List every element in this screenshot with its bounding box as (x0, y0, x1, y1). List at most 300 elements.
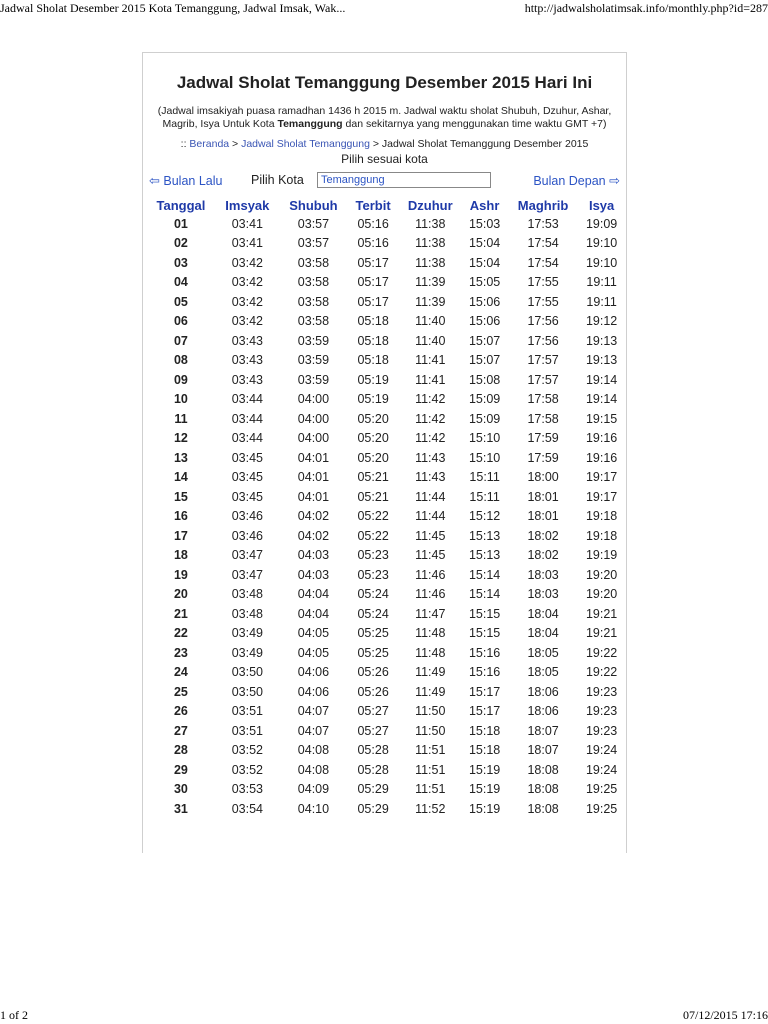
cell-ashr: 15:11 (469, 489, 500, 504)
table-row (146, 565, 624, 585)
cell-imsyak: 03:50 (231, 684, 263, 699)
cell-ashr: 15:13 (468, 528, 501, 543)
cell-maghrib: 18:04 (527, 626, 559, 641)
cell-ashr: 15:03 (468, 216, 501, 231)
city-select-label: Pilih Kota (251, 173, 304, 187)
table-row (146, 429, 624, 449)
cell-tanggal: 11 (174, 411, 188, 426)
cell-ashr: 15:09 (468, 411, 501, 426)
cell-shubuh: 03:57 (297, 236, 330, 251)
cell-imsyak: 03:46 (231, 528, 263, 543)
cell-ashr: 15:15 (468, 606, 501, 621)
cell-maghrib: 17:54 (527, 236, 559, 251)
cell-terbit: 05:27 (357, 723, 389, 738)
table-row (146, 390, 624, 410)
cell-terbit: 05:22 (357, 509, 389, 524)
cell-tanggal: 17 (173, 528, 188, 543)
cell-maghrib: 18:08 (527, 762, 559, 777)
column-header-terbit: Terbit (355, 197, 391, 213)
cell-isya: 19:12 (585, 314, 618, 329)
cell-dzuhur: 11:42 (415, 431, 446, 446)
cell-ashr: 15:14 (468, 587, 501, 602)
cell-tanggal: 07 (173, 333, 188, 348)
cell-imsyak: 03:43 (231, 333, 263, 348)
cell-imsyak: 03:52 (231, 762, 263, 777)
cell-imsyak: 03:45 (231, 470, 263, 485)
cell-shubuh: 04:08 (297, 762, 330, 777)
print-footer (0, 1006, 768, 1024)
cell-ashr: 15:11 (469, 470, 500, 485)
page-description (151, 105, 618, 131)
description-line2-before: Magrib, Isya Untuk Kota (162, 118, 278, 130)
cell-ashr: 15:19 (468, 782, 501, 797)
cell-maghrib: 17:54 (527, 255, 559, 270)
breadcrumb (143, 138, 626, 150)
cell-shubuh: 04:09 (297, 782, 330, 797)
cell-terbit: 05:29 (357, 782, 389, 797)
cell-dzuhur: 11:45 (415, 548, 446, 563)
cell-tanggal: 05 (173, 294, 188, 309)
cell-imsyak: 03:45 (231, 489, 263, 504)
cell-shubuh: 04:02 (297, 528, 330, 543)
cell-tanggal: 06 (173, 314, 188, 329)
cell-ashr: 15:18 (468, 723, 501, 738)
table-row (146, 526, 624, 546)
cell-terbit: 05:24 (357, 606, 389, 621)
cell-shubuh: 04:06 (297, 684, 330, 699)
cell-isya: 19:25 (585, 801, 618, 816)
cell-tanggal: 24 (173, 665, 188, 680)
cell-tanggal: 01 (173, 216, 188, 231)
cell-imsyak: 03:48 (231, 606, 263, 621)
table-row (146, 312, 624, 332)
cell-maghrib: 18:00 (527, 470, 559, 485)
cell-tanggal: 22 (173, 626, 188, 641)
right-arrow-icon: ⇨ (609, 173, 620, 188)
cell-dzuhur: 11:38 (415, 255, 446, 270)
cell-shubuh: 04:04 (297, 587, 330, 602)
cell-maghrib: 18:01 (527, 509, 559, 524)
prayer-schedule-table (146, 196, 624, 819)
cell-maghrib: 17:55 (527, 294, 559, 309)
cell-dzuhur: 11:38 (415, 236, 446, 251)
cell-maghrib: 18:05 (527, 665, 559, 680)
cell-shubuh: 04:10 (297, 801, 330, 816)
description-city: Temanggung (277, 118, 343, 130)
table-row (146, 234, 624, 254)
cell-dzuhur: 11:44 (415, 509, 446, 524)
cell-dzuhur: 11:51 (415, 782, 446, 797)
cell-ashr: 15:13 (468, 548, 501, 563)
cell-terbit: 05:17 (357, 294, 389, 309)
cell-isya: 19:13 (585, 353, 618, 368)
cell-tanggal: 30 (173, 782, 188, 797)
cell-maghrib: 18:08 (527, 801, 559, 816)
cell-imsyak: 03:46 (231, 509, 263, 524)
cell-dzuhur: 11:42 (415, 411, 446, 426)
cell-isya: 19:10 (585, 236, 618, 251)
cell-dzuhur: 11:43 (415, 470, 446, 485)
column-header-shubuh: Shubuh (289, 197, 338, 213)
cell-dzuhur: 11:46 (415, 567, 446, 582)
cell-shubuh: 04:01 (297, 450, 330, 465)
cell-ashr: 15:08 (468, 372, 501, 387)
cell-maghrib: 17:55 (527, 275, 559, 290)
column-header-dzuhur: Dzuhur (407, 197, 453, 213)
cell-ashr: 15:07 (468, 353, 501, 368)
cell-maghrib: 17:58 (527, 411, 559, 426)
cell-imsyak: 03:50 (231, 665, 263, 680)
cell-dzuhur: 11:41 (415, 353, 446, 368)
cell-shubuh: 04:02 (297, 509, 330, 524)
schedule-panel (142, 52, 627, 853)
cell-terbit: 05:23 (357, 567, 389, 582)
cell-imsyak: 03:47 (231, 548, 263, 563)
cell-ashr: 15:16 (468, 665, 501, 680)
table-row (146, 253, 624, 273)
cell-dzuhur: 11:50 (415, 723, 446, 738)
cell-maghrib: 17:57 (527, 353, 559, 368)
print-footer-page: 1 of 2 (0, 1008, 28, 1022)
cell-terbit: 05:25 (357, 626, 389, 641)
table-row (146, 351, 624, 371)
cell-dzuhur: 11:42 (415, 392, 446, 407)
table-row (146, 273, 624, 293)
left-arrow-icon: ⇦ (149, 173, 160, 188)
column-header-tanggal: Tanggal (156, 197, 206, 213)
table-row (146, 721, 624, 741)
cell-ashr: 15:10 (468, 450, 501, 465)
cell-tanggal: 21 (173, 606, 188, 621)
cell-terbit: 05:18 (357, 314, 389, 329)
cell-isya: 19:21 (585, 626, 618, 641)
cell-terbit: 05:16 (357, 236, 389, 251)
description-line2-after: dan sekitarnya yang menggunakan time waktu GMT +7) (342, 118, 607, 130)
cell-isya: 19:22 (585, 665, 618, 680)
cell-shubuh: 04:08 (297, 743, 330, 758)
breadcrumb-city-link[interactable]: Jadwal Sholat Temanggung (241, 138, 370, 150)
cell-terbit: 05:16 (357, 216, 389, 231)
cell-isya: 19:09 (585, 216, 618, 231)
cell-tanggal: 20 (173, 587, 188, 602)
cell-ashr: 15:04 (468, 236, 501, 251)
cell-tanggal: 27 (173, 723, 188, 738)
cell-ashr: 15:17 (468, 684, 501, 699)
cell-tanggal: 12 (173, 431, 188, 446)
cell-shubuh: 04:01 (297, 489, 330, 504)
breadcrumb-separator: > (369, 138, 382, 150)
table-row (146, 546, 624, 566)
cell-shubuh: 04:04 (297, 606, 330, 621)
table-row (146, 214, 624, 234)
column-header-isya: Isya (588, 197, 615, 213)
cell-ashr: 15:12 (468, 509, 501, 524)
cell-terbit: 05:24 (357, 587, 389, 602)
cell-shubuh: 03:57 (297, 216, 330, 231)
table-row (146, 331, 624, 351)
cell-maghrib: 18:06 (527, 684, 559, 699)
cell-isya: 19:17 (585, 470, 618, 485)
table-row (146, 780, 624, 800)
table-row (146, 370, 624, 390)
cell-ashr: 15:17 (468, 704, 501, 719)
breadcrumb-separator: > (229, 138, 242, 150)
breadcrumb-home-link[interactable]: Beranda (189, 138, 230, 150)
cell-shubuh: 04:03 (297, 567, 330, 582)
city-input[interactable] (317, 172, 491, 188)
cell-maghrib: 17:58 (527, 392, 559, 407)
cell-ashr: 15:04 (468, 255, 501, 270)
cell-ashr: 15:19 (468, 762, 501, 777)
cell-shubuh: 03:59 (297, 333, 330, 348)
cell-terbit: 05:21 (357, 489, 389, 504)
table-row (146, 741, 624, 761)
cell-imsyak: 03:41 (231, 236, 263, 251)
cell-isya: 19:23 (585, 723, 618, 738)
cell-imsyak: 03:41 (231, 216, 263, 231)
cell-tanggal: 29 (173, 762, 188, 777)
cell-maghrib: 18:03 (527, 567, 559, 582)
column-header-ashr: Ashr (469, 197, 500, 213)
cell-ashr: 15:07 (468, 333, 501, 348)
cell-tanggal: 18 (173, 548, 188, 563)
cell-shubuh: 04:01 (297, 470, 330, 485)
cell-imsyak: 03:42 (231, 314, 263, 329)
cell-isya: 19:10 (585, 255, 618, 270)
cell-maghrib: 18:04 (527, 606, 559, 621)
cell-tanggal: 23 (173, 645, 188, 660)
print-footer-datetime: 07/12/2015 17:16 (682, 1008, 768, 1022)
previous-month-link[interactable] (149, 173, 222, 189)
cell-isya: 19:17 (585, 489, 618, 504)
cell-isya: 19:16 (585, 431, 618, 446)
cell-isya: 19:14 (585, 392, 618, 407)
cell-terbit: 05:18 (357, 333, 389, 348)
cell-ashr: 15:09 (468, 392, 501, 407)
cell-dzuhur: 11:40 (415, 333, 446, 348)
cell-imsyak: 03:44 (231, 392, 263, 407)
cell-maghrib: 18:05 (527, 645, 559, 660)
cell-imsyak: 03:53 (231, 782, 263, 797)
cell-shubuh: 04:05 (297, 645, 330, 660)
cell-maghrib: 17:56 (527, 333, 559, 348)
cell-tanggal: 10 (173, 392, 188, 407)
cell-maghrib: 18:01 (527, 489, 559, 504)
cell-dzuhur: 11:41 (415, 372, 446, 387)
print-header (0, 0, 768, 20)
cell-tanggal: 16 (173, 509, 188, 524)
table-row (146, 643, 624, 663)
cell-isya: 19:18 (585, 528, 618, 543)
cell-maghrib: 17:59 (527, 450, 559, 465)
cell-dzuhur: 11:45 (415, 528, 446, 543)
table-row (146, 604, 624, 624)
cell-ashr: 15:19 (468, 801, 501, 816)
cell-shubuh: 03:59 (297, 353, 330, 368)
cell-ashr: 15:14 (468, 567, 501, 582)
cell-maghrib: 18:02 (527, 548, 559, 563)
breadcrumb-current: Jadwal Sholat Temanggung Desember 2015 (381, 138, 589, 150)
cell-shubuh: 03:59 (297, 372, 330, 387)
cell-isya: 19:21 (585, 606, 618, 621)
cell-imsyak: 03:51 (231, 704, 263, 719)
cell-terbit: 05:19 (357, 372, 389, 387)
table-row (146, 468, 624, 488)
cell-imsyak: 03:42 (231, 255, 263, 270)
cell-isya: 19:20 (585, 587, 618, 602)
cell-shubuh: 04:06 (297, 665, 330, 680)
cell-shubuh: 04:07 (297, 704, 330, 719)
cell-dzuhur: 11:52 (415, 801, 446, 816)
print-header-title: Jadwal Sholat Desember 2015 Kota Temanggung, Jadwal Imsak, Wak... (0, 1, 346, 15)
cell-imsyak: 03:44 (231, 411, 263, 426)
table-header-row (146, 196, 624, 214)
cell-terbit: 05:28 (357, 743, 389, 758)
cell-maghrib: 17:59 (527, 431, 559, 446)
table-row (146, 448, 624, 468)
table-row (146, 760, 624, 780)
cell-isya: 19:16 (585, 450, 618, 465)
cell-dzuhur: 11:43 (415, 450, 446, 465)
cell-dzuhur: 11:49 (415, 684, 446, 699)
cell-dzuhur: 11:47 (415, 606, 446, 621)
cell-maghrib: 18:02 (527, 528, 559, 543)
cell-isya: 19:25 (585, 782, 618, 797)
cell-isya: 19:24 (585, 762, 618, 777)
cell-imsyak: 03:48 (231, 587, 263, 602)
cell-maghrib: 18:08 (527, 782, 559, 797)
cell-terbit: 05:20 (357, 411, 389, 426)
cell-isya: 19:19 (585, 548, 618, 563)
cell-isya: 19:23 (585, 684, 618, 699)
cell-ashr: 15:16 (468, 645, 501, 660)
cell-terbit: 05:21 (357, 470, 389, 485)
table-row (146, 507, 624, 527)
cell-dzuhur: 11:39 (415, 275, 446, 290)
cell-isya: 19:11 (586, 275, 617, 290)
cell-terbit: 05:17 (357, 275, 389, 290)
cell-dzuhur: 11:50 (415, 704, 446, 719)
cell-tanggal: 19 (173, 567, 188, 582)
cell-maghrib: 18:06 (527, 704, 559, 719)
select-city-caption: Pilih sesuai kota (341, 152, 428, 166)
cell-terbit: 05:18 (357, 353, 389, 368)
cell-imsyak: 03:43 (231, 353, 263, 368)
cell-isya: 19:13 (585, 333, 618, 348)
month-navigation (143, 172, 626, 192)
cell-tanggal: 09 (173, 372, 188, 387)
cell-dzuhur: 11:38 (415, 216, 446, 231)
print-header-url: http://jadwalsholatimsak.info/monthly.php?id=287 (524, 1, 768, 15)
cell-tanggal: 03 (173, 255, 188, 270)
table-body (146, 214, 624, 819)
cell-terbit: 05:27 (357, 704, 389, 719)
cell-maghrib: 18:07 (527, 743, 559, 758)
cell-terbit: 05:29 (357, 801, 389, 816)
cell-shubuh: 04:00 (297, 392, 330, 407)
table-row (146, 487, 624, 507)
cell-terbit: 05:22 (357, 528, 389, 543)
column-header-maghrib: Maghrib (517, 197, 569, 213)
cell-isya: 19:22 (585, 645, 618, 660)
cell-tanggal: 31 (173, 801, 188, 816)
cell-shubuh: 04:07 (297, 723, 330, 738)
table-row (146, 292, 624, 312)
cell-terbit: 05:28 (357, 762, 389, 777)
cell-ashr: 15:06 (468, 294, 501, 309)
cell-isya: 19:20 (585, 567, 618, 582)
cell-isya: 19:23 (585, 704, 618, 719)
cell-tanggal: 28 (173, 743, 188, 758)
cell-terbit: 05:19 (357, 392, 389, 407)
cell-isya: 19:15 (585, 411, 618, 426)
cell-terbit: 05:23 (357, 548, 389, 563)
cell-shubuh: 04:00 (297, 431, 330, 446)
cell-dzuhur: 11:51 (415, 743, 446, 758)
cell-shubuh: 04:00 (297, 411, 330, 426)
table-row (146, 799, 624, 819)
cell-terbit: 05:20 (357, 431, 389, 446)
cell-shubuh: 03:58 (297, 275, 330, 290)
cell-ashr: 15:06 (468, 314, 501, 329)
next-month-label: Bulan Depan (533, 174, 606, 188)
cell-tanggal: 08 (173, 353, 188, 368)
cell-shubuh: 03:58 (297, 255, 330, 270)
cell-isya: 19:18 (585, 509, 618, 524)
cell-dzuhur: 11:40 (415, 314, 446, 329)
cell-maghrib: 18:07 (527, 723, 559, 738)
cell-terbit: 05:25 (357, 645, 389, 660)
cell-isya: 19:14 (585, 372, 618, 387)
cell-imsyak: 03:43 (231, 372, 263, 387)
cell-imsyak: 03:54 (231, 801, 263, 816)
page-title: Jadwal Sholat Temanggung Desember 2015 Hari Ini (176, 73, 593, 92)
cell-terbit: 05:26 (357, 665, 389, 680)
cell-tanggal: 15 (173, 489, 188, 504)
cell-imsyak: 03:49 (231, 645, 263, 660)
cell-dzuhur: 11:51 (415, 762, 446, 777)
cell-dzuhur: 11:49 (415, 665, 446, 680)
next-month-link[interactable] (533, 173, 620, 189)
cell-tanggal: 25 (173, 684, 188, 699)
cell-imsyak: 03:45 (231, 450, 263, 465)
previous-month-label: Bulan Lalu (163, 174, 223, 188)
column-header-imsyak: Imsyak (225, 197, 270, 213)
cell-tanggal: 04 (173, 275, 188, 290)
table-row (146, 624, 624, 644)
cell-ashr: 15:18 (468, 743, 501, 758)
breadcrumb-prefix: :: (180, 138, 190, 150)
table-row (146, 702, 624, 722)
cell-imsyak: 03:42 (231, 294, 263, 309)
table-row (146, 409, 624, 429)
cell-maghrib: 17:53 (527, 216, 559, 231)
cell-dzuhur: 11:44 (415, 489, 446, 504)
cell-imsyak: 03:51 (231, 723, 263, 738)
cell-imsyak: 03:52 (231, 743, 263, 758)
cell-isya: 19:24 (585, 743, 618, 758)
cell-imsyak: 03:49 (231, 626, 263, 641)
cell-ashr: 15:10 (468, 431, 501, 446)
cell-terbit: 05:17 (357, 255, 389, 270)
cell-ashr: 15:05 (468, 275, 501, 290)
cell-shubuh: 04:03 (297, 548, 330, 563)
table-row (146, 585, 624, 605)
cell-tanggal: 26 (173, 704, 188, 719)
cell-tanggal: 02 (173, 236, 188, 251)
cell-maghrib: 17:57 (527, 372, 559, 387)
cell-ashr: 15:15 (468, 626, 501, 641)
